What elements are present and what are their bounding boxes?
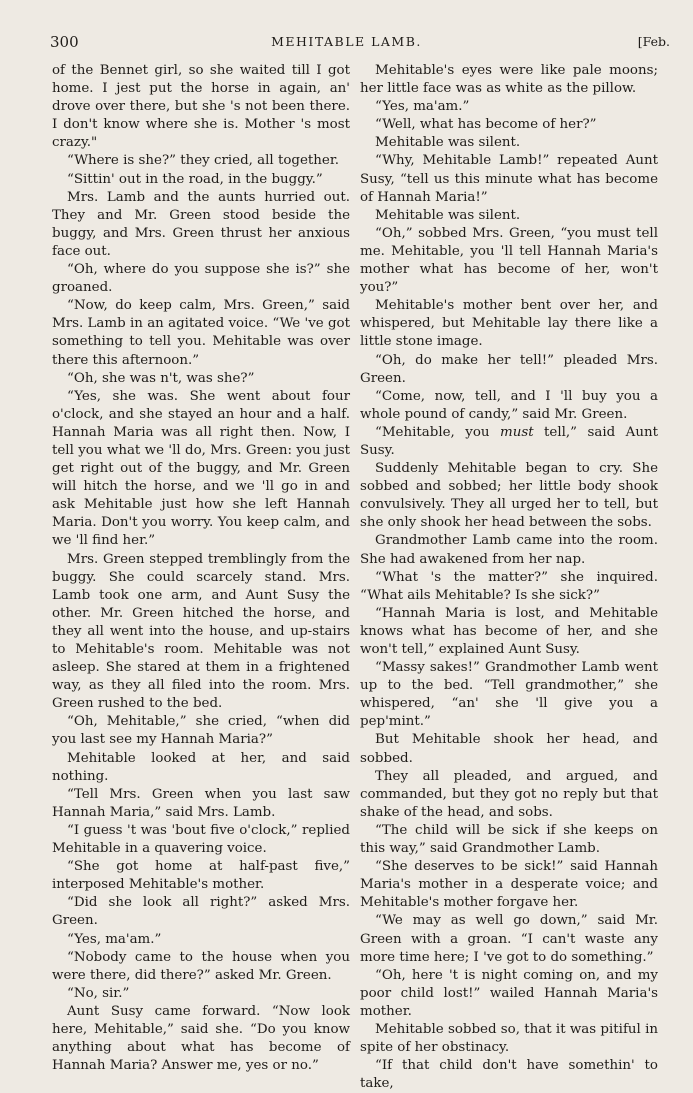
paragraph: “She deserves to be sick!” said Hannah Maria's mother in a desperate voice; and Mehitable's mother forgave her.	[360, 859, 658, 911]
paragraph: Mehitable looked at her, and said nothing.	[52, 750, 350, 784]
paragraph: But Mehitable shook her head, and sobbed.	[360, 732, 658, 766]
paragraph: “Where is she?” they cried, all together.	[67, 153, 340, 169]
paragraph: Aunt Susy came forward. “Now look here, Mehitable,” said she. “Do you know anything about what has become of Hannah Maria? Answer me, yes or no.”	[52, 1003, 350, 1074]
paragraph: Mehitable's eyes were like pale moons; her little face was as white as the pillow.	[360, 63, 658, 97]
paragraph: “I guess 't was 'bout five o'clock,” replied Mehitable in a quavering voice.	[52, 822, 350, 857]
paragraph: Mehitable's mother bent over her, and whispered, but Mehitable lay there like a little stone image.	[360, 298, 658, 350]
page-header	[0, 33, 693, 53]
page-number: 300	[50, 33, 79, 51]
right-column	[360, 62, 658, 1093]
paragraph: “Did she look all right?” asked Mrs. Green.	[52, 895, 350, 929]
paragraph: “Oh, Mehitable,” she cried, “when did you last see my Hannah Maria?”	[52, 714, 350, 748]
paragraph: “Massy sakes!” Grandmother Lamb went up to the bed. “Tell grandmother,” she whispered, “an' she 'll give you a pep'mint.”	[360, 660, 658, 730]
paragraph: “Sittin' out in the road, in the buggy.”	[67, 171, 323, 187]
left-column	[52, 62, 350, 1075]
paragraph: “Mehitable, you must tell,” said Aunt Susy.	[360, 424, 658, 458]
paragraph: of the Bennet girl, so she waited till I got home. I jest put the horse in again, an' drove over there, but she 's not been there. I don't know where she is. Mother 's most crazy."	[52, 63, 350, 151]
paragraph: “If that child don't have somethin' to take,	[360, 1058, 658, 1092]
paragraph: Mehitable sobbed so, that it was pitiful in spite of her obstinacy.	[360, 1021, 658, 1056]
paragraph: Mrs. Lamb and the aunts hurried out. They and Mr. Green stood beside the buggy, and Mrs. Green thrust her anxious face out.	[52, 189, 350, 259]
paragraph: “Oh,” sobbed Mrs. Green, “you must tell me. Mehitable, you 'll tell Hannah Maria's mother what has become of her, won't you?”	[360, 225, 658, 296]
month-label: [Feb.	[637, 34, 670, 49]
paragraph: “Nobody came to the house when you were there, did there?” asked Mr. Green.	[52, 949, 350, 983]
paragraph: “Oh, do make her tell!” pleaded Mrs. Green.	[360, 352, 658, 386]
paragraph: Grandmother Lamb came into the room. She had awakened from her nap.	[360, 533, 658, 567]
paragraph: “Yes, she was. She went about four o'clock, and she stayed an hour and a half. Hannah Maria was all right then. Now, I tell you what we 'll do, Mrs. Green: you just get right out of the buggy, and Mr. Green will hitch the horse, and we 'll go in and ask Mehitable just how she left Hannah Maria. Don't you worry. You keep calm, and we 'll find her.”	[52, 388, 350, 549]
paragraph: “Yes, ma'am.”	[67, 931, 162, 947]
paragraph: “No, sir.”	[67, 985, 130, 1001]
paragraph: Suddenly Mehitable began to cry. She sobbed and sobbed; her little body shook convulsively. They all urged her to tell, but she only shook her head between the sobs.	[360, 461, 658, 531]
paragraph: “Why, Mehitable Lamb!” repeated Aunt Susy, “tell us this minute what has become of Hannah Maria!”	[360, 153, 658, 205]
paragraph: “What 's the matter?” she inquired. “What ails Mehitable? Is she sick?”	[360, 569, 658, 603]
paragraph: Mehitable was silent.	[375, 207, 521, 223]
paragraph: Mrs. Green stepped tremblingly from the buggy. She could scarcely stand. Mrs. Lamb took one arm, and Aunt Susy the other. Mr. Green hitched the horse, and they all went into the house, and up-stairs to Mehitable's room. Mehitable was not asleep. She stared at them in a frightened way, as they all filed into the room. Mrs. Green rushed to the bed.	[52, 551, 350, 712]
paragraph: “Come, now, tell, and I 'll buy you a whole pound of candy,” said Mr. Green.	[360, 388, 658, 422]
paragraph: “Tell Mrs. Green when you last saw Hannah Maria,” said Mrs. Lamb.	[52, 786, 350, 820]
paragraph: They all pleaded, and argued, and commanded, but they got no reply but that shake of the head, and sobs.	[360, 768, 658, 820]
paragraph: “She got home at half-past five,” interposed Mehitable's mother.	[52, 859, 350, 893]
paragraph: “Oh, where do you suppose she is?” she groaned.	[52, 262, 350, 296]
paragraph: “Hannah Maria is lost, and Mehitable knows what has become of her, and she won't tell,” explained Aunt Susy.	[360, 605, 658, 657]
paragraph: Mehitable was silent.	[375, 135, 521, 151]
running-title: MEHITABLE LAMB.	[271, 34, 422, 49]
paragraph: “Oh, here 't is night coming on, and my poor child lost!” wailed Hannah Maria's mother.	[360, 967, 658, 1019]
paragraph: “Now, do keep calm, Mrs. Green,” said Mrs. Lamb in an agitated voice. “We 've got something to tell you. Mehitable was over there this afternoon.”	[52, 298, 350, 368]
emphasis: must	[500, 424, 534, 440]
paragraph: “Oh, she was n't, was she?”	[67, 370, 255, 386]
paragraph: “We may as well go down,” said Mr. Green with a groan. “I can't waste any more time here; I 've got to do something.”	[360, 913, 658, 965]
paragraph: “Well, what has become of her?”	[375, 117, 597, 133]
paragraph: “Yes, ma'am.”	[375, 99, 470, 115]
paragraph: “The child will be sick if she keeps on this way,” said Grandmother Lamb.	[360, 822, 658, 857]
